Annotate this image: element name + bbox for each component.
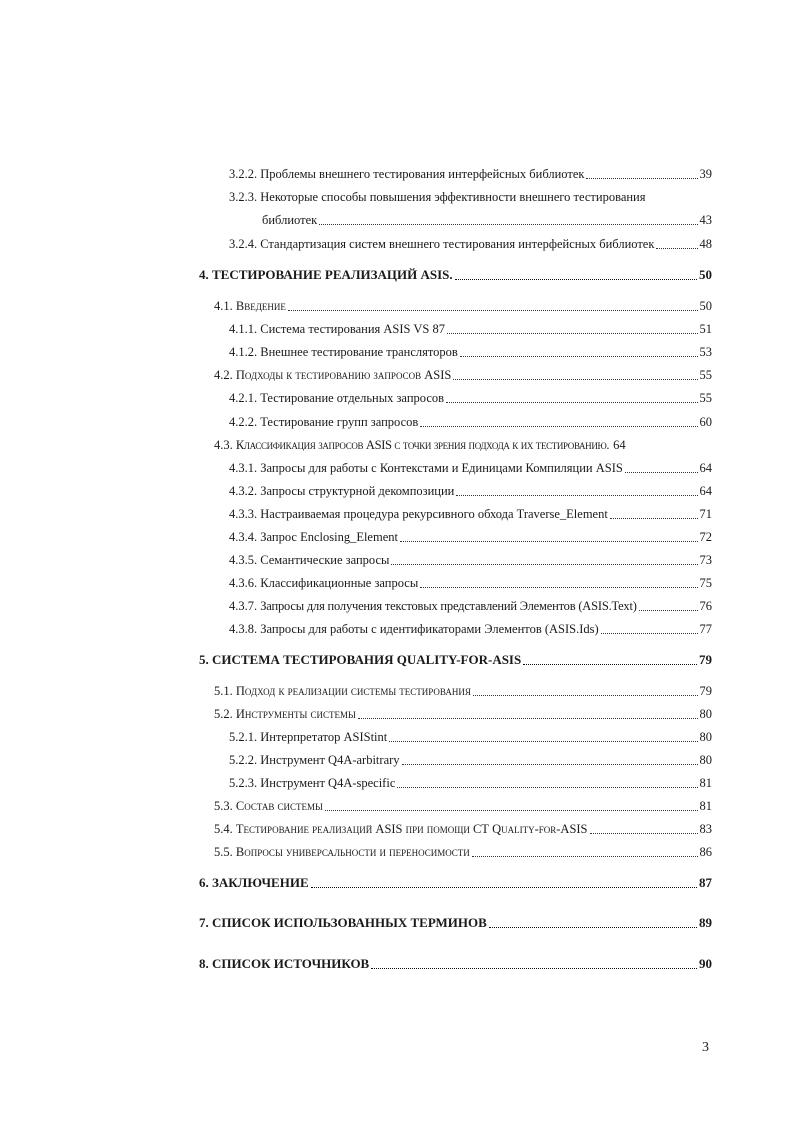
toc-entry-5-4 [214,819,712,839]
toc-title: Настраиваемая процедура рекурсивного обхода Traverse_Element [260,507,608,521]
dot-leader [590,819,698,834]
toc-page-number: 55 [699,391,712,405]
toc-entry-4-3-1 [229,458,712,478]
toc-title: Стандартизация систем внешнего тестирования интерфейсных библиотек [260,237,655,251]
toc-number: 3.2.3. [229,190,258,204]
toc-page-number: 51 [699,322,712,336]
toc-entry-5-1 [214,681,712,701]
toc-title: Введение [235,299,286,313]
dot-leader [473,681,698,696]
toc-number: 4.3. [214,438,233,452]
toc-page-number: 87 [699,875,712,890]
toc-page-number: 80 [699,707,712,721]
dot-leader [319,210,697,225]
toc-page-number: 90 [699,956,712,971]
dot-leader [420,412,697,427]
dot-leader [288,296,698,311]
toc-number: 4.2.2. [229,415,258,429]
toc-number: 4.2. [214,368,233,382]
toc-page-number: 86 [699,845,712,859]
toc-title: Семантические запросы [260,553,390,567]
toc-title: ЗАКЛЮЧЕНИЕ [212,875,309,890]
toc-entry-5-2-2 [229,750,712,770]
toc-entry-5 [199,650,712,670]
toc-page-number: 80 [699,753,712,767]
toc-title: ТЕСТИРОВАНИЕ РЕАЛИЗАЦИЙ ASIS. [212,267,453,282]
dot-leader [601,619,698,634]
toc-number: 4.3.4. [229,530,258,544]
toc-number: 4.1. [214,299,233,313]
toc-title: Некоторые способы повышения эффективности внешнего тестирования [260,190,646,204]
toc-number: 5.3. [214,799,233,813]
toc-entry-4-3-6 [229,573,712,593]
toc-entry-6 [199,873,712,893]
toc-title: Инструмент Q4A-arbitrary [260,753,400,767]
toc-title: Внешнее тестирование трансляторов [260,345,458,359]
toc-entry-3-2-3 [229,187,712,207]
toc-page-number: 80 [699,730,712,744]
toc-title: СИСТЕМА ТЕСТИРОВАНИЯ QUALITY-FOR-ASIS [212,652,522,667]
toc-page-number: 76 [699,599,712,613]
toc-page-number: 71 [699,507,712,521]
toc-entry-4-1 [214,296,712,316]
dot-leader [455,265,697,280]
dot-leader [656,234,697,249]
toc-title: Классификационные запросы [260,576,419,590]
dot-leader [639,596,698,611]
toc-page-number: 75 [699,576,712,590]
toc-title: Запросы для получения текстовых представлений Элементов (ASIS.Text) [260,599,637,613]
toc-title: Классификация запросов ASIS с точки зрения подхода к их тестированию. [235,438,610,452]
toc-page-number: 60 [699,415,712,429]
toc-title: Вопросы универсальности и переносимости [235,845,470,859]
toc-number: 8. [199,956,209,971]
toc-title: Подход к реализации системы тестирования [235,684,471,698]
toc-number: 5.2.2. [229,753,258,767]
toc-number: 4.3.1. [229,461,258,475]
toc-entry-7 [199,913,712,933]
toc-number: 5.4. [214,822,233,836]
dot-leader [453,365,697,380]
toc-page-number: 79 [699,652,712,667]
toc-entry-8 [199,954,712,974]
toc-page-number: 81 [699,799,712,813]
toc-title: Система тестирования ASIS VS 87 [260,322,445,336]
toc-entry-4-2-2 [229,412,712,432]
toc-page-number: 73 [699,553,712,567]
dot-leader [389,727,697,742]
toc-number: 4.3.5. [229,553,258,567]
toc-entry-3-2-2 [229,164,712,184]
toc-number: 4.3.6. [229,576,258,590]
toc-entry-5-2 [214,704,712,724]
toc-page-number: 64 [699,484,712,498]
dot-leader [446,388,697,403]
toc-number: 5.2. [214,707,233,721]
toc-entry-4-1-1 [229,319,712,339]
dot-leader [447,319,698,334]
toc-title: Тестирование отдельных запросов [260,391,445,405]
toc-page-number: 50 [699,267,712,282]
toc-number: 4.2.1. [229,391,258,405]
toc-page-number: 53 [699,345,712,359]
toc-title: СПИСОК ИСПОЛЬЗОВАННЫХ ТЕРМИНОВ [212,915,487,930]
toc-entry-4-3-5 [229,550,712,570]
toc-title: Состав системы [235,799,323,813]
dot-leader [371,954,697,969]
toc-entry-5-2-3 [229,773,712,793]
toc-number: 4.3.2. [229,484,258,498]
toc-page-number: 77 [699,622,712,636]
toc-number: 5.2.1. [229,730,258,744]
toc-entry-4-3 [214,435,712,455]
dot-leader [325,796,698,811]
toc-page-number: 64 [699,461,712,475]
toc-page-number: 72 [699,530,712,544]
toc-number: 5.1. [214,684,233,698]
dot-leader [489,913,697,928]
toc-title: Проблемы внешнего тестирования интерфейсных библиотек [260,167,585,181]
toc-entry-4-3-8 [229,619,712,639]
toc-page-number: 43 [699,213,712,227]
dot-leader [391,550,697,565]
toc-title-continuation: библиотек [262,213,318,227]
toc-number: 5. [199,652,209,667]
toc-page-number: 48 [699,237,712,251]
toc-number: 5.5. [214,845,233,859]
toc-entry-4-3-2 [229,481,712,501]
toc-title: СПИСОК ИСТОЧНИКОВ [212,956,370,971]
toc-title: Запросы для работы с идентификаторами Элементов (ASIS.Ids) [260,622,599,636]
toc-title: Инструмент Q4A-specific [260,776,396,790]
toc-page-number: 79 [699,684,712,698]
dot-leader [397,773,697,788]
toc-number: 4.3.7. [229,599,258,613]
toc-title: Тестирование групп запросов [260,415,419,429]
toc-page-number: 83 [699,822,712,836]
toc-entry-5-5 [214,842,712,862]
toc-page-number: 64 [613,438,626,452]
dot-leader [311,873,697,888]
toc-title: Запросы для работы с Контекстами и Единицами Компиляции ASIS [260,461,623,475]
toc-title: Запросы структурной декомпозиции [260,484,455,498]
toc-number: 4.3.8. [229,622,258,636]
toc-title: Тестирование реализаций ASIS при помощи СТ Quality-for-ASIS [235,822,588,836]
toc-page-number: 39 [699,167,712,181]
toc-number: 3.2.4. [229,237,258,251]
toc-title: Интерпретатор ASIStint [260,730,388,744]
dot-leader [523,650,697,665]
toc-entry-4-3-3 [229,504,712,524]
toc-number: 4.1.2. [229,345,258,359]
dot-leader [400,527,698,542]
toc-title: Инструменты системы [235,707,356,721]
toc-number: 5.2.3. [229,776,258,790]
toc-entry-5-3 [214,796,712,816]
page-number: 3 [702,1040,709,1055]
dot-leader [460,342,698,357]
toc-page-number: 89 [699,915,712,930]
dot-leader [420,573,697,588]
toc-page-number: 81 [699,776,712,790]
toc-number: 7. [199,915,209,930]
toc-page-number: 55 [699,368,712,382]
dot-leader [456,481,697,496]
toc-number: 4.1.1. [229,322,258,336]
toc-entry-4-3-4 [229,527,712,547]
dot-leader [625,458,698,473]
dot-leader [586,164,697,179]
dot-leader [610,504,698,519]
toc-entry-3-2-3-continuation [262,210,712,230]
toc-page-number: 50 [699,299,712,313]
toc-number: 4. [199,267,209,282]
dot-leader [358,704,698,719]
toc-number: 4.3.3. [229,507,258,521]
toc-entry-4-3-7 [229,596,712,616]
toc-entry-3-2-4 [229,234,712,254]
toc-title: Запрос Enclosing_Element [260,530,398,544]
toc-entry-4 [199,265,712,285]
toc-title: Подходы к тестированию запросов ASIS [235,368,452,382]
toc-entry-4-2 [214,365,712,385]
dot-leader [402,750,698,765]
toc-entry-4-2-1 [229,388,712,408]
dot-leader [472,842,698,857]
toc-entry-5-2-1 [229,727,712,747]
toc-number: 6. [199,875,209,890]
toc-number: 3.2.2. [229,167,258,181]
toc-entry-4-1-2 [229,342,712,362]
